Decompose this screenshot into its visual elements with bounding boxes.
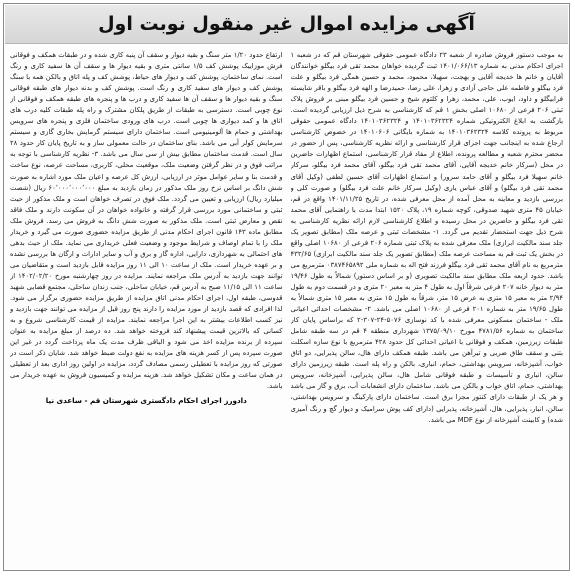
auction-notice [3, 3, 570, 571]
left-column-text: ارتفاع حدود ۱/۲۰ متر سنگ و بقیه دیوار و سقف آن پنبه کاری شده و در طبقات همکف و فوقانی فرش موزاییک پوشش کف ۱/۵ سانتی متری و بقیه دیوار ها و سقف آن ها سفید کاری و رنگ است. نمای ساختمان، پوشش کف و دیوار های حیاط، پوشش کف و پله اتاق و بالکن همه با سنگ پوشش کف و دیوار های سفید کاری و رنگ است. پوشش کف و بدنه دیوار های طبقه فوقانی سنگ و بقیه دیوار ها و سقف آن ها سفید کاری و درب ها و پنجره های طبقه همکف و فوقانی از نوع چوبی است. دسترسی به طبقات از طریق پلکان مشترک و راه پله طبقات کلیه درب های اتاق ها و کمد دیواری ها چوبی است. درب های ورودی ساختمان فلزی و پنجره های سرویس بهداشتی و حمام ها آلومینیومی است. ساختمان دارای سیستم گرمایش بخاری گازی و سیستم سرمایش کولر آبی می باشد. بنای ساختمان در حالت معمولی ساز و به تاریخ پایان کار حدود ۲۸ سال است. قدمت ساختمان مطابق بیش از سی سال می باشد. ۳- نظریه کارشناسی با توجه به مراتب فوق و در نظر گرفتن وضعیت ملک، موقعیت محلی، کاربری، مساحت عرصه، نوع ساخت و قدمت بنا و سایر عوامل موثر در ارزیابی، ارزش کل عرصه و اعیان ملک مورد اشاره به صورت شش دانگ بر اساس نرخ روز ملک مذکور در زمان بازدید به مبلغ ۶۰٬۰۰۰٬۰۰۰٬۰۰۰ ریال (شصت میلیارد ریال) ارزیابی و تعیین می گردد. ملک فوق در تصرف خواهان است و ملک مذکور از حیث ثبتی و ساختمانی مورد بررسی قرار گرفته و خانواده خواهان در آن سکونت دارند و ملک فاقد نقص و معارض ثبتی است. ملک مذکور به صورت شش دانگ به فروش می رسد. فروش ملک مطابق ماده ۱۴۳ قانون اجرای احکام مدنی از طریق مزایده حضوری صورت می گیرد و خریدار ملک را با تمام اوصاف و شرایط موجود و وضعیت فعلی خریداری می نماید. ملک از حیث بدهی های احتمالی به شهرداری، دارایی، اداره گاز و برق و آب و سایر ادارات و ارگان ها بررسی نشده و بر عهده خریدار است. ملک از ساعت ۱۰ الی ۱۱ روز مزایده قابل بازدید است و متقاضیان می توانند جهت بازدید به آدرس ملک مراجعه نمایند. مزایده در روز چهارشنبه مورخ ۱۴۰۲/۰۲/۲۰ از ساعت ۱۱ الی ۱۱/۱۵ صبح به آدرس قم، خیابان ساحلی، جنب زندان ساحلی، مجتمع قضایی شهید قدوسی، طبقه اول، اجرای احکام مدنی اتاق مزایده از طریق مزایده حضوری برگزار می شود. لذا افرادی که قصد بازدید از مورد مزایده را دارند پنج روز قبل از مزایده می توانند جهت بازدید و نیز کسب اطلاعات بیشتر به این اجرا مراجعه نمایند. مزایده از قیمت کارشناسی شروع و به کسانی که بالاترین قیمت پیشنهاد کند فروخته خواهد شد. ده درصد از مبلغ مزایده به عنوان سپرده از برنده مزایده اخذ می شود و الباقی ظرف مدت یک ماه پرداخت گردد در غیر این صورت سپرده پس از کسر هزینه های مزایده به نفع دولت ضبط خواهد شد. شایان ذکر است در صورتی که روز مزایده با تعطیلی رسمی مصادف گردد، مزایده در اولین روز اداری بعد از تعطیلی در همان ساعت و مکان تشکیل خواهد شد. هزینه مزایده و کمیسیون فروش به عهده خریدار می باشد. [10, 51, 283, 391]
right-column [291, 50, 564, 564]
notice-footer: دادورز اجرای احکام دادگستری شهرستان قم - ساعدی نیا [45, 396, 247, 406]
notice-title: آگهی مزایده اموال غیر منقول نوبت اول [98, 13, 475, 35]
left-column [10, 50, 283, 564]
notice-header [5, 5, 568, 44]
notice-body [10, 50, 563, 564]
right-column-text: به موجب دستور فروش صادره از شعبه ۲۳ دادگاه عمومی حقوقی شهرستان قم که در شعبه ۱ اجرای احکام مدنی به شماره ۱۴۰۱/۰۶۶/۱۳ ثبت گردیده خواهان محمد تقی فرد بیگلو خوانندگان آقایان و خانم ها خدیجه آقایی و بهجت، سهیلا، محمود، محمد و حسین همگی فرد بیگلو و علت فرد بیگلو و فاطمه علی حاجی آزادی و زهرا، علی رضا، حمیدرضا و الهه فرد بیگلو و باقر شایسته فرابیگلو و داود، ایوب، علی، محمد، زهرا و کلثوم شیخ و حسین فرد بیگلو مبنی بر فروش پلاک ثبتی ۲۰۶ فرعی از ۱۰۶۸۰ اصلی بخش ۱ قم که کارشناسی به شرح ذیل ارزیابی گردیده است. بازگشت به ابلاغ الکترونیکی شماره ۱۴۰۱۰۳۶۲۳۲۴ و ۱۴۰۱۰۳۶۲۳۲۴ دادگاه عمومی حقوقی مربوط به پرونده کلاسه ۱۴۰۱۰۳۶۲۳۲۴ به شماره بایگانی ۱۴۰۱۰۶۰۶ در خصوص کارشناسی ارجاع شده به اینجانب جهت اجرای قرار کارشناسی و ارائه نظریه کارشناسی، پس از حضور در محضر محترم شعبه و مطالعه پرونده، اطلاع از مفاد قرار کارشناسی، استماع اظهارات حاضرین در محل (سرکار خانم خدیجه آقایی، آقای محمد تقی فرد بیگلو، آقای محمد فرد بیگلو، سرکار خانم سهیلا فرد بیگلو و آقای حامد سرور) و استماع اظهارات آقای حسین لطفی (وکیل آقای محمد تقی فرد بیگلو) و آقای عباس یاری (وکیل سرکار خانم علت فرد بیگلو) و صورت کلی و بررسی بازدید و معاینه به محل آمده از محل معرفی شده، در تاریخ ۱۴۰۱/۱۱/۲۵ واقع در قم، خیابان ۴۵ متری شهید صدوقی، کوچه شماره ۱۹، پلاک ۱۵۲۰ ابتدا مدت با راهنمایی آقای محمد تقی فرد بیگلو و حاضرین در محل رسیده و اطلاع کارشناسی لازم ارائه نظریه کارشناسی به شرح ذیل جهت استحضار تقدیم می گردد. ۱- مشخصات ثبتی و عرصه ملک (مطابق تصویر یک جلد سند مالکیت ابرازی) ملک معرفی شده به پلاک ثبتی شماره ۲۰۶ فرعی از ۱۰۶۸۰ اصلی واقع در بخش یک ثبت قم به مساحت عرصه ملک (مطابق تصویر یک جلد سند مالکیت ابرازی) ۴۳۲/۶۵ مترمربع به نام آقای محمد تقی فرد بیگلو فرزند فتح اله به شماره ملی ۰۳۸۷۴۶۵۸۹۲ مترمربع می باشد. حدود اربعه ملک مطابق سند مالکیت تصویری (و بر اساس دستور) شمالاً به طول ۱۹/۴۶ متر به دیوار خانه ۲۰۷ فرعی شرقاً اول به طول ۴ متر به معبر ۲۰ متری و در قسمت دوم به طول ۲/۹۴ متر به معبر ۱۵ متری به عرض ۱۵ متر، شرقاً به طول ۱۵ متری به معبر ۱۵ متری شمالاً به طول ۱۹/۶۵ متر به شماره ۲۰۱ فرعی از ۱۰۶۸۰ اصلی می باشد. ۲- مشخصات احداثی اعیانی ملک - ساختمان مسکونی معرفی شده با کد نوسازی ۵۰۷۶-۲۴-۳۰۷-۲ که براساس پایان کار ساختمان به شماره ۴۷۸۱/۵۶ مورخ ۱۳۷۵/۰۹/۱۰ شهرداری منطقه ۴ قم در سه طبقه شامل طبقات زیرزمین، همکف و فوقانی با اعیانی احداثی کل حدود ۴۲۸ مترمربع با نوع سازه اسکلت بتنی و سقف طاق ضربی و تیرآهن می باشد. طبقه همکف دارای هال، سالن پذیرایی، دو اتاق خواب، آشپزخانه، سرویس بهداشتی، حمام، انباری، بالکن و راه پله است. طبقه زیرزمین دارای سالن، انباری و تأسیسات و طبقه فوقانی شامل هال، سالن پذیرایی، آشپزخانه، سرویس بهداشتی، حمام، اتاق خواب و بالکن می باشد. ساختمان دارای انشعابات آب، برق و گاز می باشد و هر یک از طبقات دارای کنتور مجزا برق است. ساختمان دارای پارکینگ و سرویس بهداشتی، سالن، انبار، پذیرایی، هال، آشپزخانه، پذیرایی (دارای کف پوش سرامیک و دیوار گچ و رنگ آمیزی شده) و کابینت آشپزخانه از نوع MDF می باشد. [290, 51, 563, 424]
